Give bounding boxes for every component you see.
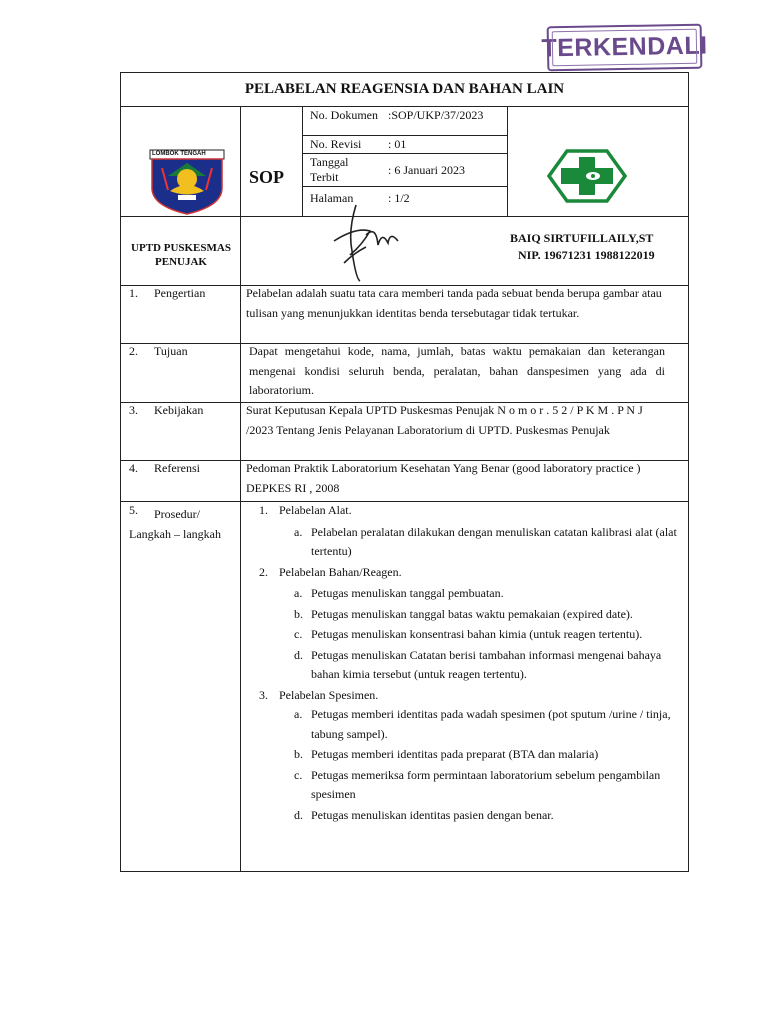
section-4-number: 4.	[129, 461, 138, 475]
step-3a	[277, 705, 679, 744]
section-2-text: Dapat mengetahui kode, nama, jumlah, batas waktu pemakaian dan keterangan mengenai kondisi seluruh benda, peralatan, bahan danspesimen yang ada di laboratorium.	[249, 344, 665, 397]
halaman-label: Halaman	[310, 191, 354, 205]
section-3-text: Surat Keputusan Kepala UPTD Puskesmas Penujak N o m o r . 5 2 / P K M . P N J /2023 Tentang Jenis Pelayanan Laboratorium di UPTD. Puskesmas Penujak	[246, 403, 643, 437]
step-group-2	[259, 563, 679, 583]
revisi-value: : 01	[388, 137, 407, 151]
step-2d-text: Petugas menuliskan Catatan berisi tambahan informasi mengenai bahaya bahan kimia tersebut (untuk reagen tertentu).	[311, 647, 662, 681]
document-title: PELABELAN REAGENSIA DAN BAHAN LAIN	[244, 81, 565, 97]
step-group-1-number: 1.	[259, 503, 268, 517]
section-1-number: 1.	[129, 286, 138, 300]
section-1-text: Pelabelan adalah suatu tata cara memberi tanda pada sebuat benda berupa gambar atau tulisan yang menunjukkan identitas benda tersebutagar tidak tertukar.	[246, 286, 662, 320]
tanggal-label: Tanggal Terbit	[310, 155, 349, 184]
step-group-2-title: Pelabelan Bahan/Reagen.	[279, 564, 402, 579]
section-2-label: Tujuan	[154, 344, 188, 358]
step-2a-marker: a.	[294, 586, 303, 600]
halaman-value: : 1/2	[388, 191, 410, 205]
step-3c-text: Petugas memeriksa form permintaan laboratorium sebelum pengambilan spesimen	[311, 767, 661, 801]
tanggal-value: : 6 Januari 2023	[388, 163, 465, 177]
organization-name: UPTD PUSKESMAS PENUJAK	[131, 242, 231, 268]
step-3d	[277, 806, 679, 826]
step-3c	[277, 766, 679, 805]
signer-nip: NIP. 19671231 1988122019	[518, 248, 655, 262]
step-2b-text: Petugas menuliskan tanggal batas waktu pemakaian (expired date).	[311, 606, 633, 621]
step-group-3	[259, 686, 679, 706]
step-group-1	[259, 501, 679, 521]
step-2d-marker: d.	[294, 647, 303, 662]
step-2b-marker: b.	[294, 606, 303, 621]
doc-no-label: No. Dokumen	[310, 108, 378, 122]
crest-label: LOMBOK TENGAH	[152, 151, 206, 157]
step-group-3-title: Pelabelan Spesimen.	[279, 687, 379, 702]
step-2d	[277, 646, 679, 685]
step-group-3-number: 3.	[259, 687, 268, 702]
section-4-label: Referensi	[154, 461, 200, 475]
step-2c	[277, 625, 679, 645]
step-group-2-number: 2.	[259, 564, 268, 579]
sop-document	[120, 72, 689, 872]
signature	[326, 201, 404, 288]
section-3-label: Kebijakan	[154, 403, 204, 417]
revisi-label: No. Revisi	[310, 137, 362, 151]
terkendali-stamp: TERKENDALI	[547, 24, 703, 72]
section-3-number: 3.	[129, 403, 138, 417]
step-3a-text: Petugas memberi identitas pada wadah spesimen (pot sputum /urine / tinja, tabung sampel).	[311, 707, 671, 741]
step-3b-marker: b.	[294, 747, 303, 761]
step-group-1-title: Pelabelan Alat.	[279, 503, 352, 517]
step-2c-marker: c.	[294, 627, 303, 641]
section-1-label: Pengertian	[154, 286, 206, 300]
doc-no-value: :SOP/UKP/37/2023	[388, 108, 484, 122]
step-3b	[277, 745, 679, 765]
step-3c-marker: c.	[294, 767, 303, 782]
step-2b	[277, 605, 679, 625]
signer-name: BAIQ SIRTUFILLAILY,ST	[510, 231, 654, 245]
step-1a-marker: a.	[294, 524, 303, 539]
step-1a	[277, 523, 679, 562]
step-1a-text: Pelabelan peralatan dilakukan dengan menuliskan catatan kalibrasi alat (alat tertentu)	[311, 524, 677, 558]
step-3a-marker: a.	[294, 707, 303, 721]
puskesmas-logo	[547, 149, 627, 208]
procedure-steps	[259, 501, 679, 825]
section-5-number: 5.	[129, 503, 138, 517]
step-2c-text: Petugas menuliskan konsentrasi bahan kimia (untuk reagen tertentu).	[311, 627, 643, 641]
section-2-number: 2.	[129, 344, 138, 358]
step-3b-text: Petugas memberi identitas pada preparat (BTA dan malaria)	[311, 747, 599, 761]
section-4-text: Pedoman Praktik Laboratorium Kesehatan Yang Benar (good laboratory practice ) DEPKES RI , 2008	[246, 461, 641, 495]
lombok-tengah-crest	[148, 146, 226, 221]
step-3d-text: Petugas menuliskan identitas pasien dengan benar.	[311, 807, 554, 822]
step-2a-text: Petugas menuliskan tanggal pembuatan.	[311, 586, 504, 600]
section-5-label: Prosedur/ Langkah – langkah	[129, 507, 221, 541]
step-2a	[277, 584, 679, 604]
sop-label: SOP	[249, 167, 285, 187]
step-3d-marker: d.	[294, 807, 303, 822]
